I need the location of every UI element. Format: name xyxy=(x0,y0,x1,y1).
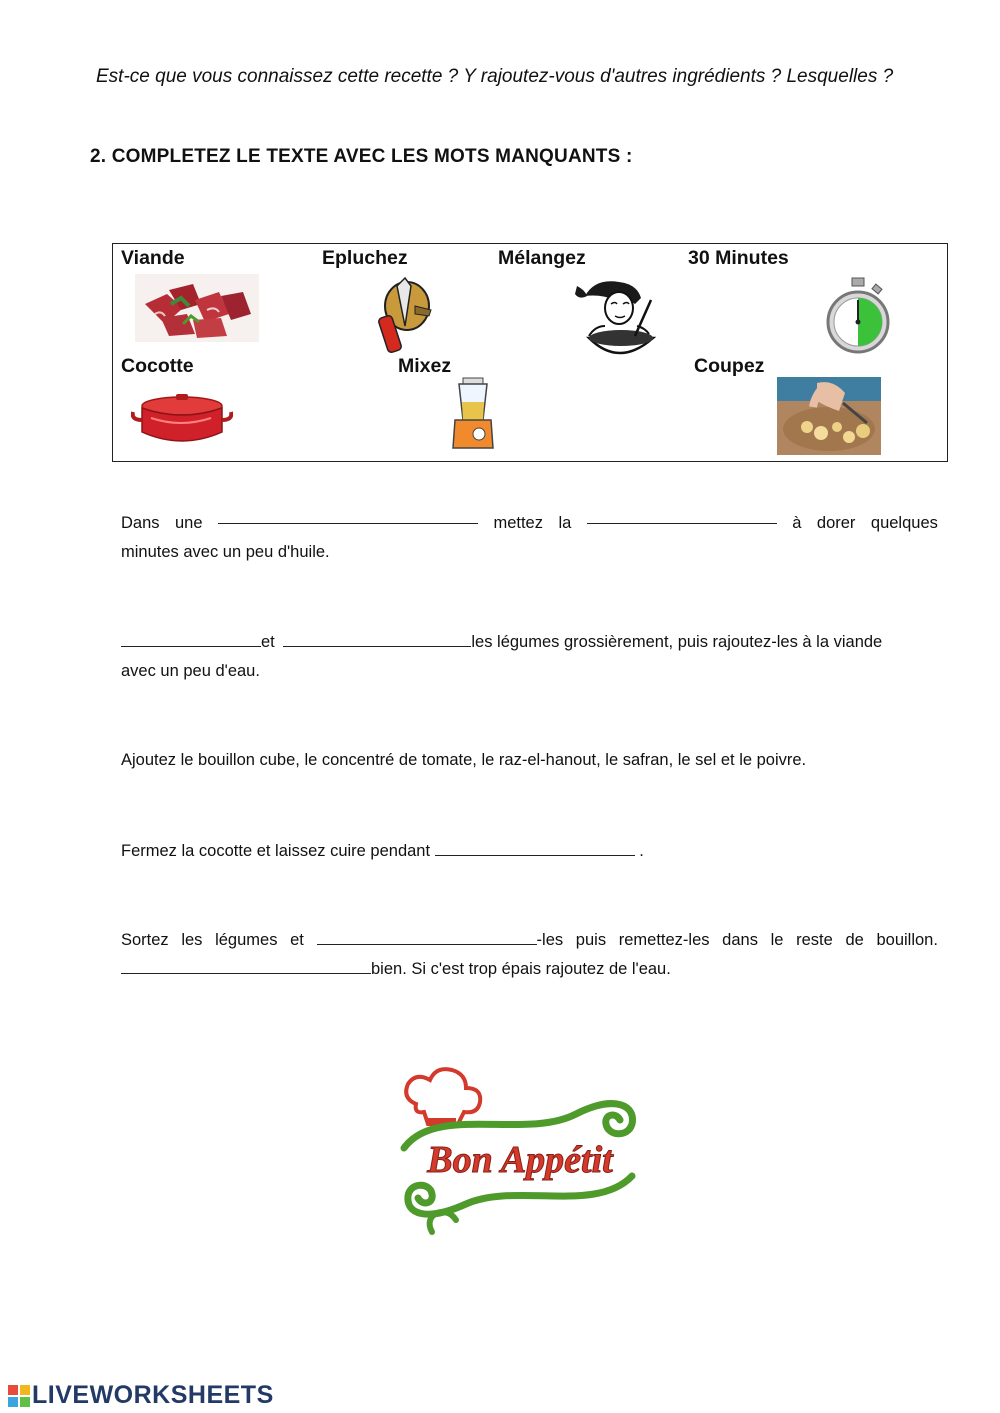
text-les: les xyxy=(181,931,203,949)
blank-4-coupez[interactable] xyxy=(283,632,471,647)
step-5-line-2: bien. Si c'est trop épais rajoutez de l'eau. xyxy=(371,960,671,978)
text-et-2: et xyxy=(290,931,304,949)
blank-1-cocotte[interactable] xyxy=(218,509,478,524)
word-mixez: Mixez xyxy=(398,355,452,377)
text-le: le xyxy=(770,931,784,949)
step-1 xyxy=(121,509,938,567)
blank-6-mixez[interactable] xyxy=(317,930,537,945)
word-melangez: Mélangez xyxy=(498,247,586,269)
word-epluchez: Epluchez xyxy=(322,247,408,269)
step-5 xyxy=(121,926,938,984)
step-2-rest: les légumes grossièrement, puis rajoutez-les à la viande xyxy=(471,633,883,651)
step-4 xyxy=(121,837,938,866)
blender-icon xyxy=(449,376,499,456)
cutting-vegetables-photo xyxy=(777,377,881,455)
intro-question: Est-ce que vous connaissez cette recette ? Y rajoutez-vous d'autres ingrédients ? Lesquelles ? xyxy=(96,66,894,87)
text-les-2: -les xyxy=(536,931,564,949)
blank-5-30-minutes[interactable] xyxy=(435,841,635,856)
bon-appetit-text: Bon Appétit xyxy=(427,1139,613,1181)
text-legumes: légumes xyxy=(215,931,278,949)
word-bank-box xyxy=(112,243,948,462)
text-la: la xyxy=(558,514,572,532)
text-remettez: remettez-les xyxy=(618,931,710,949)
text-de: de xyxy=(845,931,864,949)
word-cocotte: Cocotte xyxy=(121,355,194,377)
meat-cubes-icon xyxy=(135,274,259,342)
peeler-potato-icon xyxy=(375,276,437,358)
text-sortez: Sortez xyxy=(121,931,169,949)
step-4-text: Fermez la cocotte et laissez cuire pendant xyxy=(121,842,431,860)
text-a: à xyxy=(792,514,802,532)
text-puis: puis xyxy=(575,931,607,949)
step-3: Ajoutez le bouillon cube, le concentré de tomate, le raz-el-hanout, le safran, le sel et le poivre. xyxy=(121,751,807,769)
word-viande: Viande xyxy=(121,247,185,269)
woman-mixing-bowl-icon xyxy=(575,276,663,370)
text-une: une xyxy=(175,514,203,532)
text-et: et xyxy=(261,633,275,651)
text-bouillon: bouillon. xyxy=(876,931,938,949)
step-1-line-2: minutes avec un peu d'huile. xyxy=(121,543,330,561)
text-quelques: quelques xyxy=(870,514,938,532)
text-dans: Dans xyxy=(121,514,160,532)
liveworksheets-logo-icon xyxy=(8,1385,32,1407)
step-4-end: . xyxy=(639,842,644,860)
blank-3-epluchez[interactable] xyxy=(121,632,261,647)
section-title: 2. COMPLETEZ LE TEXTE AVEC LES MOTS MANQUANTS : xyxy=(90,146,633,167)
blank-7-melangez[interactable] xyxy=(121,959,371,974)
text-dans-2: dans xyxy=(722,931,758,949)
text-mettez: mettez xyxy=(493,514,543,532)
word-30-minutes: 30 Minutes xyxy=(688,247,789,269)
blank-2-viande[interactable] xyxy=(587,509,777,524)
stopwatch-icon xyxy=(825,276,891,358)
red-casserole-icon xyxy=(131,388,233,448)
text-reste: reste xyxy=(796,931,833,949)
bon-appetit-logo xyxy=(396,1064,644,1250)
liveworksheets-brand: LIVEWORKSHEETS xyxy=(32,1381,274,1409)
step-2 xyxy=(121,628,938,686)
step-2-line-2: avec un peu d'eau. xyxy=(121,662,260,680)
word-coupez: Coupez xyxy=(694,355,765,377)
text-dorer: dorer xyxy=(816,514,856,532)
